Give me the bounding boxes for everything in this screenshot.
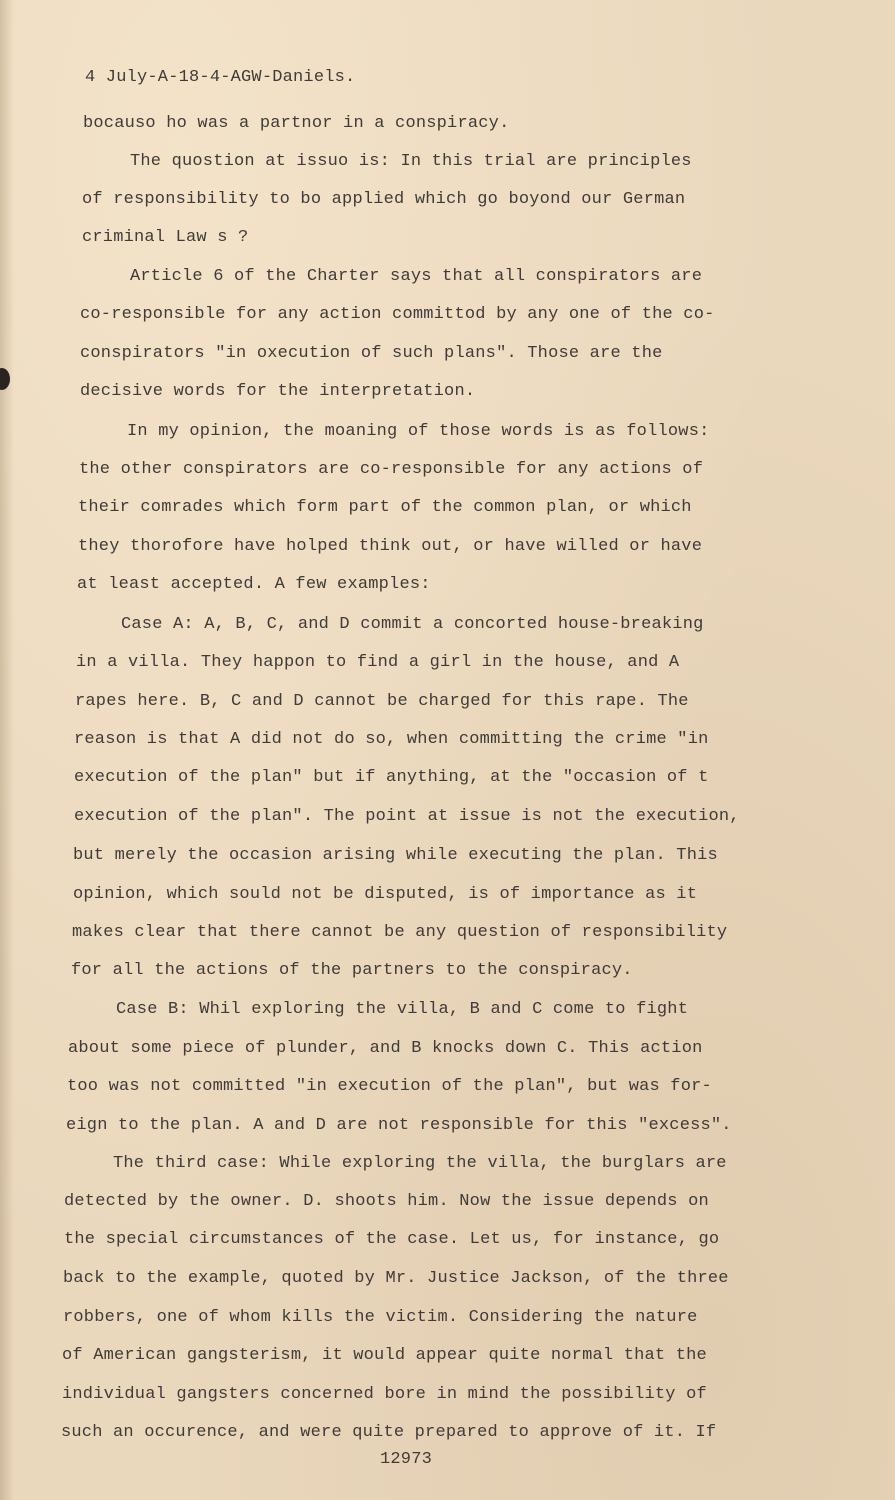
text-line: reason is that A did not do so, when committing the crime "in bbox=[74, 730, 709, 749]
text-line: Article 6 of the Charter says that all conspirators are bbox=[130, 267, 703, 286]
text-line: of responsibility to bo applied which go boyond our German bbox=[82, 190, 686, 209]
text-line: the special circumstances of the case. Let us, for instance, go bbox=[64, 1230, 720, 1249]
text-line: bocauso ho was a partnor in a conspiracy. bbox=[83, 114, 510, 133]
text-line: such an occurence, and were quite prepared to approve of it. If bbox=[61, 1423, 717, 1442]
text-line: back to the example, quoted by Mr. Justice Jackson, of the three bbox=[63, 1269, 729, 1288]
text-line: robbers, one of whom kills the victim. Considering the nature bbox=[63, 1308, 698, 1327]
text-line: at least accepted. A few examples: bbox=[77, 575, 431, 594]
page-number: 12973 bbox=[380, 1450, 433, 1469]
page-edge-shadow bbox=[0, 0, 14, 1500]
text-line: criminal Law s ? bbox=[82, 228, 249, 247]
text-line: execution of the plan" but if anything, at the "occasion of t bbox=[74, 768, 709, 787]
text-line: eign to the plan. A and D are not responsible for this "excess". bbox=[66, 1116, 732, 1135]
text-line: In my opinion, the moaning of those words is as follows: bbox=[127, 422, 710, 441]
text-line: decisive words for the interpretation. bbox=[80, 382, 476, 401]
text-line: opinion, which sould not be disputed, is of importance as it bbox=[73, 885, 698, 904]
text-line: Case A: A, B, C, and D commit a concorted house-breaking bbox=[121, 615, 704, 634]
text-line: Case B: Whil exploring the villa, B and C come to fight bbox=[116, 1000, 689, 1019]
text-line: in a villa. They happon to find a girl in the house, and A bbox=[76, 653, 680, 672]
text-line: co-responsible for any action committod by any one of the co- bbox=[80, 305, 715, 324]
text-line: The quostion at issuo is: In this trial are principles bbox=[130, 152, 692, 171]
text-line: The third case: While exploring the villa, the burglars are bbox=[113, 1154, 727, 1173]
text-line: the other conspirators are co-responsible for any actions of bbox=[79, 460, 704, 479]
text-line: for all the actions of the partners to the conspiracy. bbox=[71, 961, 633, 980]
text-line: but merely the occasion arising while executing the plan. This bbox=[73, 846, 718, 865]
text-line: execution of the plan". The point at issue is not the execution, bbox=[74, 807, 740, 826]
document-header: 4 July-A-18-4-AGW-Daniels. bbox=[85, 68, 356, 87]
text-line: conspirators "in oxecution of such plans". Those are the bbox=[80, 344, 663, 363]
text-line: their comrades which form part of the common plan, or which bbox=[78, 498, 692, 517]
text-line: detected by the owner. D. shoots him. Now the issue depends on bbox=[64, 1192, 709, 1211]
text-line: of American gangsterism, it would appear quite normal that the bbox=[62, 1346, 707, 1365]
text-line: too was not committed "in execution of the plan", but was for- bbox=[67, 1077, 712, 1096]
text-line: they thorofore have holped think out, or have willed or have bbox=[78, 537, 703, 556]
text-line: makes clear that there cannot be any question of responsibility bbox=[72, 923, 728, 942]
text-line: rapes here. B, C and D cannot be charged for this rape. The bbox=[75, 692, 689, 711]
text-line: individual gangsters concerned bore in mind the possibility of bbox=[62, 1385, 707, 1404]
text-line: about some piece of plunder, and B knocks down C. This action bbox=[68, 1039, 703, 1058]
